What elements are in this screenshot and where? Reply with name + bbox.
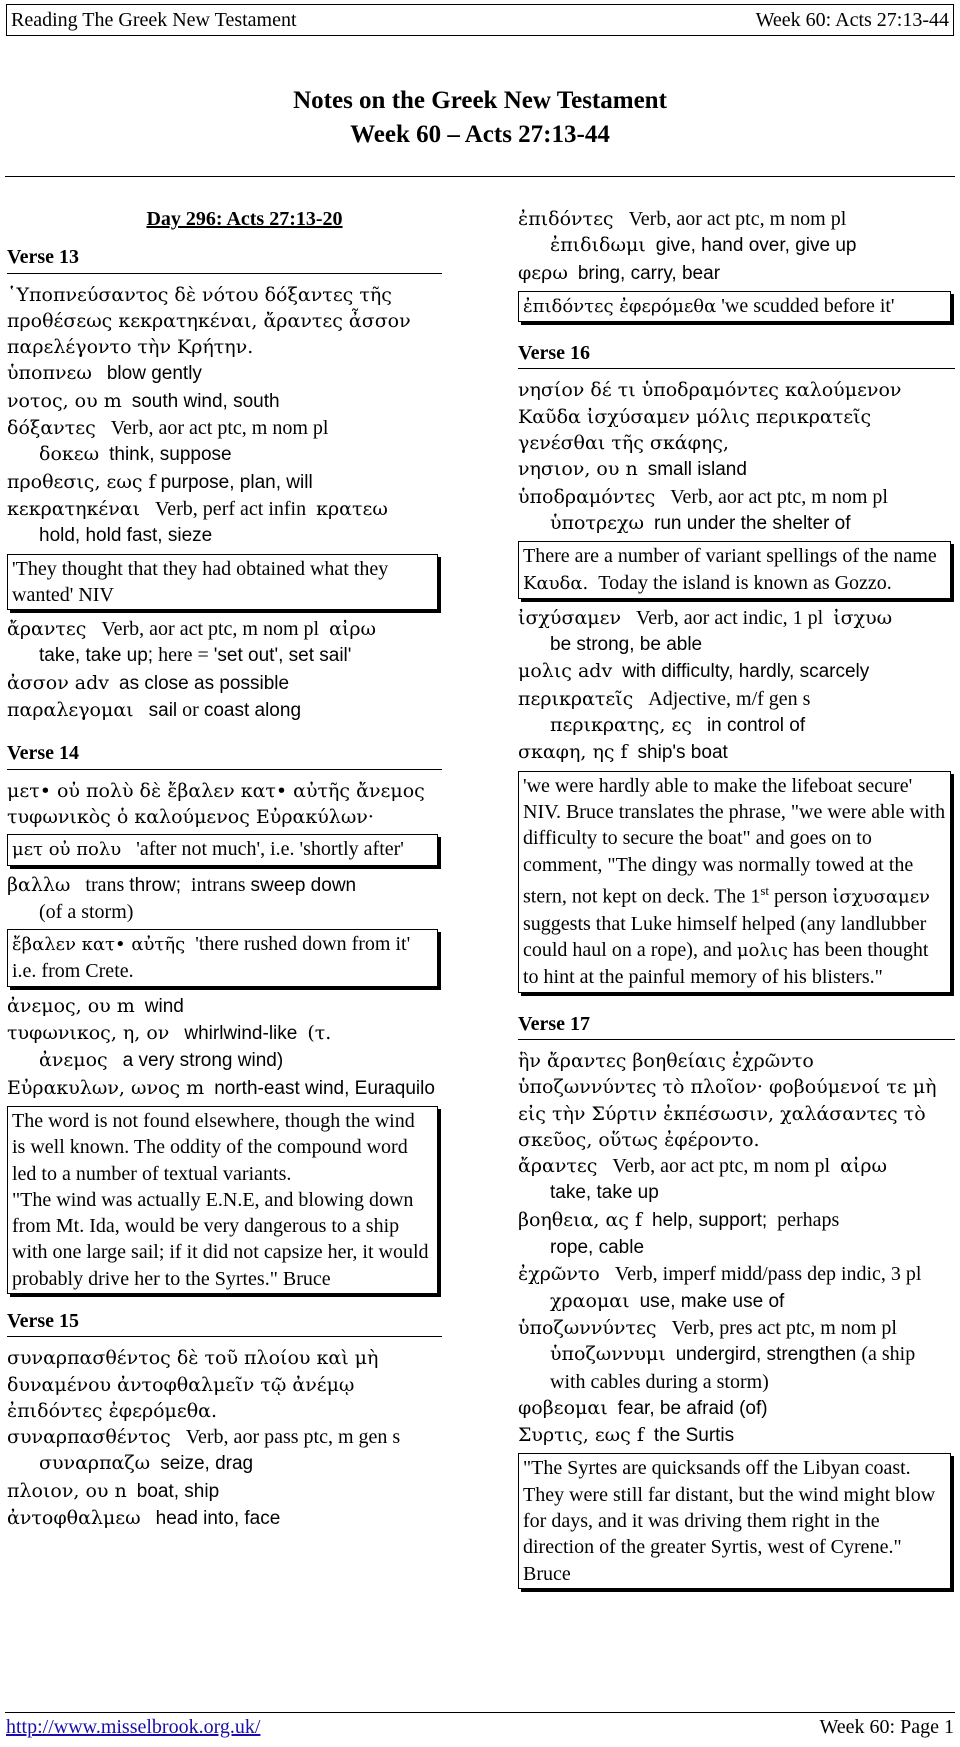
note-paragraph: The word is not found elsewhere, though the wind is well known. The oddity of the compound word led to a number of textual variants. [12, 1109, 415, 1185]
vocab-entry: Συρτις, εως f the Surtis [518, 1424, 735, 1447]
left-column [7, 200, 442, 1532]
verse-14-text: μετ• οὐ πολὺ δὲ ἔβαλεν κατ• αὐτῆς ἄνεμος τυφωνικὸς ὁ καλούμενος Εὐρακύλων· [7, 779, 425, 828]
vocab-entry: φοβεομαι fear, be afraid (of) [518, 1396, 768, 1419]
title-line-1: Notes on the Greek New Testament [293, 87, 667, 114]
vocab-entry: ἰσχύσαμεν Verb, aor act indic, 1 pl ἰσχυω [518, 606, 893, 629]
note-box: "The Syrtes are quicksands off the Libyan coast. They were still far distant, but the wind might blow for days, and it was driving them right in the direction of the greater Syrtis, west of Cyrene." Bruce [518, 1453, 951, 1588]
vocab-entry: Εὐρακυλων, ωνος m north-east wind, Euraquilo [7, 1076, 435, 1099]
vocab-entry: τυφωνικος, η, ον whirlwind-like (τ. [7, 1022, 332, 1045]
verse-16-text: νησίον δέ τι ὑποδραμόντες καλούμενον Καῦδα ἰσχύσαμεν μόλις περικρατεῖς γενέσθαι τῆς σκάφης, [518, 379, 902, 455]
vocab-entry: ἄραντες Verb, aor act ptc, m nom pl αἰρω [7, 618, 377, 641]
verse-13-text: ῾Υποπνεύσαντος δὲ νότου δόξαντες τῆς προθέσεως κεκρατηκέναι, ἄραντες ἆσσον παρελέγοντο τὴν Κρήτην. [7, 283, 411, 359]
verse-13-heading: Verse 13 [7, 244, 442, 273]
vocab-entry: περικρατεῖς Adjective, m/f gen s [518, 687, 811, 710]
page-title [0, 84, 960, 152]
vocab-entry: ἄραντες Verb, aor act ptc, m nom pl αἰρω [518, 1155, 888, 1178]
vocab-entry: χραομαι use, make use of [550, 1289, 785, 1312]
title-rule [5, 176, 955, 177]
verse-15-text: συναρπασθέντος δὲ τοῦ πλοίου καὶ μὴ δυναμένου ἀντοφθαλμεῖν τῷ ἀνέμῳ ἐπιδόντες ἐφερόμεθα. [7, 1347, 379, 1422]
vocab-entry: περικρατης, ες in control of [550, 714, 806, 737]
note-box: ἔβαλεν κατ• αὐτῆς 'there rushed down from it' i.e. from Crete. [7, 929, 438, 987]
verse-17-heading: Verse 17 [518, 1011, 955, 1040]
vocab-entry: ὑποζωννυμι undergird, strengthen (a ship with cables during a storm) [550, 1343, 916, 1393]
note-box: There are a number of variant spellings of the name Καυδα. Today the island is known as Gozzo. [518, 541, 951, 599]
vocab-entry: συναρπασθέντος Verb, aor pass ptc, m gen s [7, 1426, 401, 1449]
vocab-entry: προθεσις, εως f purpose, plan, will [7, 470, 313, 493]
vocab-entry: ὑποπνεω blow gently [7, 362, 202, 385]
page-footer [6, 1716, 954, 1739]
vocab-entry: (of a storm) [39, 900, 134, 923]
vocab-entry: be strong, be able [550, 634, 703, 656]
verse-15-heading: Verse 15 [7, 1308, 442, 1337]
vocab-entry: νησιον, ου n small island [518, 458, 747, 481]
note-box: μετ οὐ πολυ 'after not much', i.e. 'shortly after' [7, 834, 438, 865]
vocab-entry: rope, cable [550, 1237, 645, 1259]
vocab-entry: ἀσσον adv as close as possible [7, 671, 290, 694]
vocab-entry: ἐχρῶντο Verb, imperf midd/pass dep indic, 3 pl [518, 1263, 922, 1286]
vocab-entry: νοτος, ου m south wind, south [7, 389, 280, 412]
vocab-entry: σκαφη, ης f ship's boat [518, 741, 728, 764]
note-paragraph: "The wind was actually E.N.E, and blowing down from Mt. Ida, would be very dangerous to a ship with one large sail; if it did not capsize her, it would probably drive her to the Syrtes." Bruce [12, 1188, 429, 1290]
note-box: 'They thought that they had obtained what they wanted' NIV [7, 554, 438, 611]
note-box: 'we were hardly able to make the lifeboat secure' NIV. Bruce translates the phrase, "we were able with difficulty to secure the boat" and goes on to comment, "The dingy was normally towed at the stern, not kept on deck. The 1st person ἰσχυσαμεν suggests that Luke himself helped (any landlubber could haul on a rope), and μολις has been thought to hint at the painful memory of his blisters." [518, 771, 951, 993]
vocab-entry: take, take up; here = 'set out', set sail' [39, 644, 352, 667]
vocab-entry: hold, hold fast, sieze [39, 525, 213, 547]
vocab-entry: ἀνεμος, ου m wind [7, 994, 184, 1017]
verse-17-text: ἣν ἄραντες βοηθείαις ἐχρῶντο ὑποζωννύντες τὸ πλοῖον· φοβούμενοί τε μὴ εἰς τὴν Σύρτιν ἐκπέσωσιν, χαλάσαντες τὸ σκεῦος, οὕτως ἐφέροντο. [518, 1049, 937, 1151]
vocab-entry: ἐπιδόντες Verb, aor act ptc, m nom pl [518, 208, 847, 230]
title-line-2: Week 60 – Acts 27:13-44 [350, 121, 610, 148]
vocab-entry: φερω bring, carry, bear [518, 261, 721, 284]
note-box: ἐπιδόντες ἐφερόμεθα 'we scudded before it' [518, 291, 951, 322]
vocab-entry: μολις adv with difficulty, hardly, scarcely [518, 660, 870, 683]
vocab-entry: ὑποδραμόντες Verb, aor act ptc, m nom pl [518, 485, 888, 508]
header-left: Reading The Greek New Testament [11, 8, 297, 31]
vocab-entry: ὑποζωννύντες Verb, pres act ptc, m nom pl [518, 1316, 897, 1339]
page-header [6, 4, 954, 36]
vocab-entry: πλοιον, ου n boat, ship [7, 1479, 220, 1502]
right-column [518, 206, 955, 1595]
verse-16-heading: Verse 16 [518, 340, 955, 369]
verse-14-heading: Verse 14 [7, 740, 442, 769]
vocab-entry: δόξαντες Verb, aor act ptc, m nom pl [7, 417, 329, 440]
vocab-entry: ἀντοφθαλμεω head into, face [7, 1507, 281, 1530]
header-right: Week 60: Acts 27:13-44 [755, 8, 949, 31]
vocab-entry: βαλλω trans throw; intrans sweep down [7, 873, 357, 896]
footer-rule [5, 1712, 955, 1713]
vocab-entry: ὑποτρεχω run under the shelter of [550, 511, 851, 534]
vocab-entry: δοκεω think, suppose [39, 443, 232, 466]
vocab-entry: βοηθεια, ας f help, support; perhaps [518, 1208, 840, 1231]
vocab-entry: take, take up [550, 1182, 659, 1204]
note-box [7, 1106, 438, 1294]
vocab-entry: ἐπιδιδωμι give, hand over, give up [550, 234, 857, 257]
site-link[interactable]: http://www.misselbrook.org.uk/ [6, 1716, 261, 1738]
vocab-entry: κεκρατηκέναι Verb, perf act infin κρατεω [7, 497, 388, 520]
page-number: Week 60: Page 1 [819, 1716, 954, 1738]
vocab-entry: συναρπαζω seize, drag [39, 1452, 254, 1475]
day-heading: Day 296: Acts 27:13-20 [146, 208, 343, 230]
vocab-entry: παραλεγομαι sail or coast along [7, 699, 302, 722]
vocab-entry: ἀνεμος a very strong wind) [39, 1049, 284, 1072]
